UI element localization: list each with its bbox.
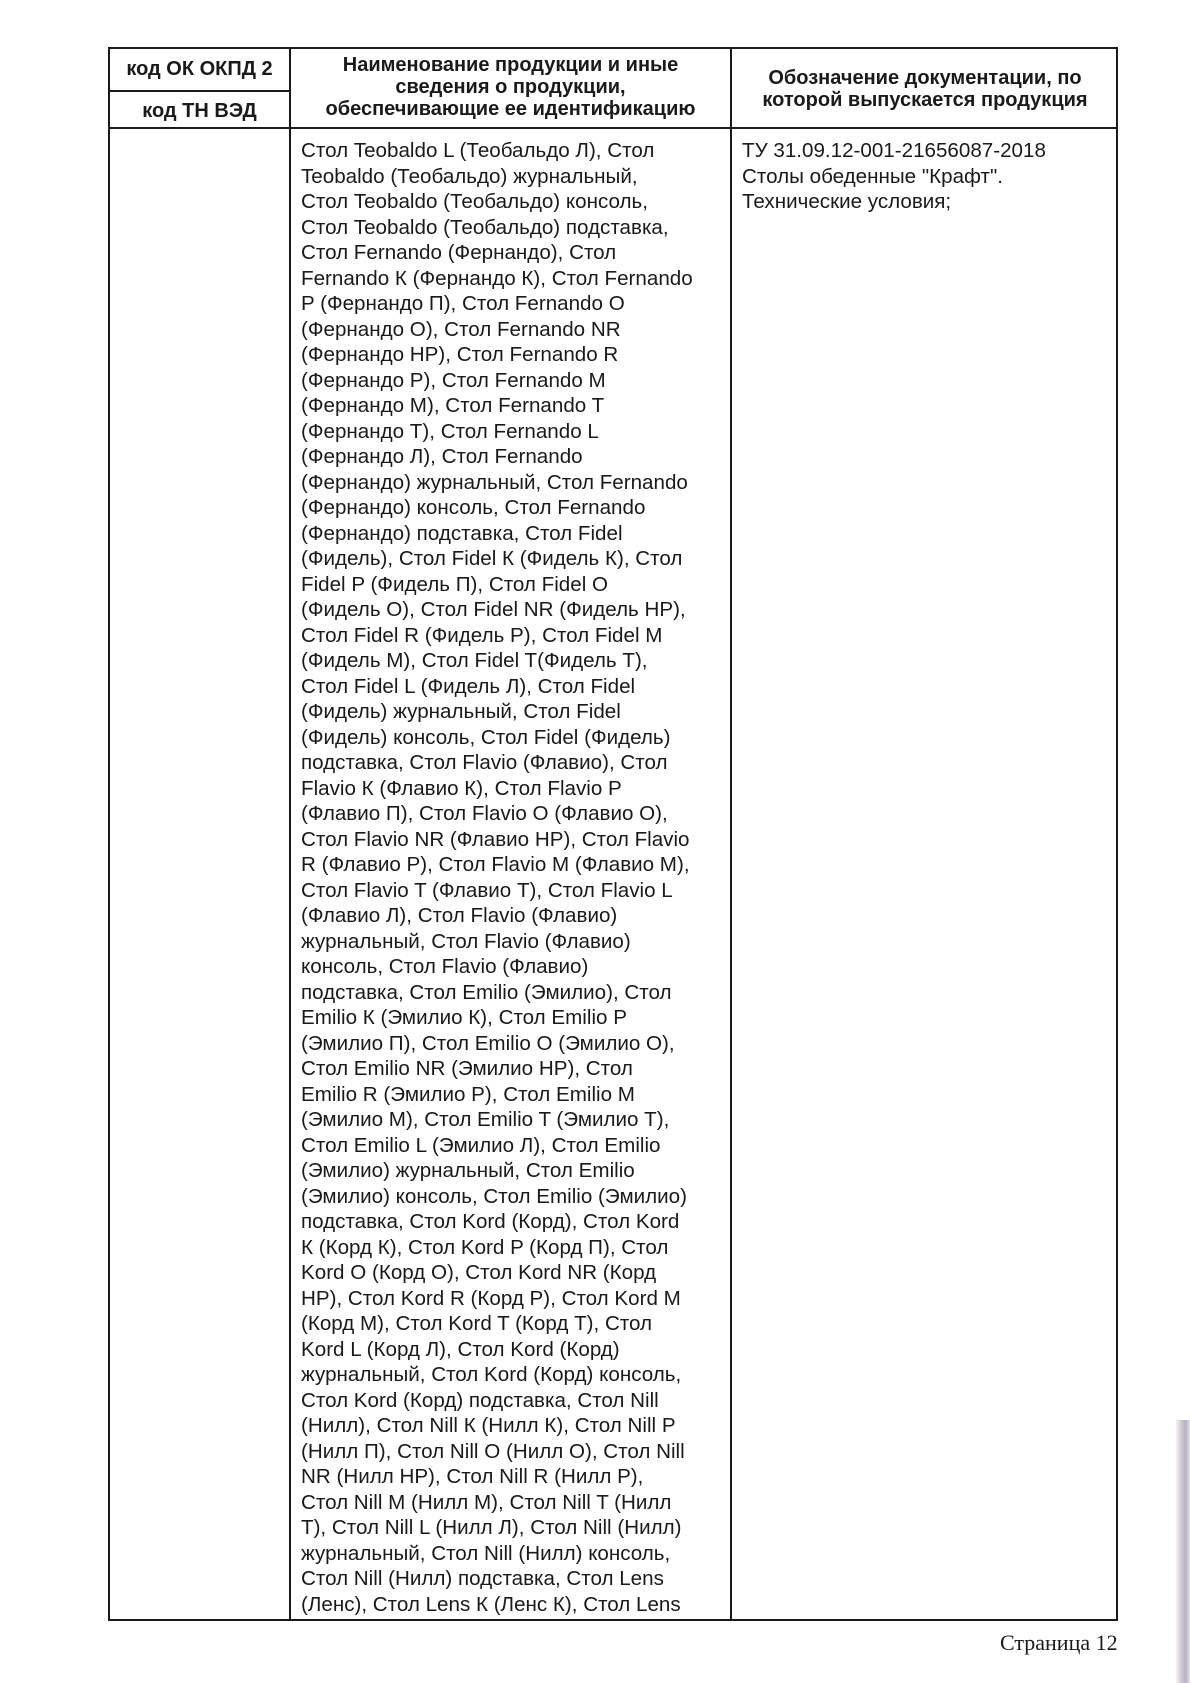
- scan-edge-artifact: [1176, 1420, 1190, 1683]
- documentation-cell: ТУ 31.09.12-001-21656087-2018 Столы обеденные "Крафт". Технические условия;: [742, 139, 1046, 213]
- header-tnved-code: код ТН ВЭД: [142, 100, 257, 122]
- header-bottom-border: [110, 127, 1116, 129]
- column-divider: [730, 49, 732, 1619]
- column-divider: [289, 49, 291, 1619]
- product-table: [108, 47, 1118, 1621]
- header-divider: [110, 90, 289, 92]
- header-documentation: Обозначение документации, по которой выпускается продукция: [762, 67, 1088, 111]
- product-name-cell: Стол Teobaldo L (Теобальдо Л), Стол Teobaldo (Теобальдо) журнальный, Стол Teobaldo (Теобальдо) консоль, Стол Teobaldo (Теобальдо) подставка, Стол Fernando (Фернандо), Стол Fernando К (Фернандо К), Стол Fernando P (Фернандо П), Стол Fernando O (Фернандо О), Стол Fernando NR (Фернандо НР), Стол Fernando R (Фернандо Р), Стол Fernando M (Фернандо М), Стол Fernando T (Фернандо Т), Стол Fernando L (Фернандо Л), Стол Fernando (Фернандо) журнальный, Стол Fernando (Фернандо) консоль, Стол Fernando (Фернандо) подставка, Стол Fidel (Фидель), Стол Fidel К (Фидель К), Стол Fidel P (Фидель П), Стол Fidel O (Фидель О), Стол Fidel NR (Фидель НР), Стол Fidel R (Фидель Р), Стол Fidel M (Фидель М), Стол Fidel T(Фидель Т), Стол Fidel L (Фидель Л), Стол Fidel (Фидель) журнальный, Стол Fidel (Фидель) консоль, Стол Fidel (Фидель) подставка, Стол Flavio (Флавио), Стол Flavio К (Флавио К), Стол Flavio P (Флавио П), Стол Flavio O (Флавио О), Стол Flavio NR (Флавио НР), Стол Flavio R (Флавио Р), Стол Flavio M (Флавио М), Стол Flavio T (Флавио Т), Стол Flavio L (Флавио Л), Стол Flavio (Флавио) журнальный, Стол Flavio (Флавио) консоль, Стол Flavio (Флавио) подставка, Стол Emilio (Эмилио), Стол Emilio К (Эмилио К), Стол Emilio P (Эмилио П), Стол Emilio O (Эмилио О), Стол Emilio NR (Эмилио НР), Стол Emilio R (Эмилио Р), Стол Emilio M (Эмилио М), Стол Emilio T (Эмилио Т), Стол Emilio L (Эмилио Л), Стол Emilio (Эмилио) журнальный, Стол Emilio (Эмилио) консоль, Стол Emilio (Эмилио) подставка, Стол Kord (Корд), Стол Kord К (Корд К), Стол Kord P (Корд П), Стол Kord O (Корд О), Стол Kord NR (Корд НР), Стол Kord R (Корд Р), Стол Kord M (Корд М), Стол Kord T (Корд Т), Стол Kord L (Корд Л), Стол Kord (Корд) журнальный, Стол Kord (Корд) консоль, Стол Kord (Корд) подставка, Стол Nill (Нилл), Стол Nill К (Нилл К), Стол Nill P (Нилл П), Стол Nill O (Нилл О), Стол Nill NR (Нилл НР), Стол Nill R (Нилл Р), Стол Nill M (Нилл М), Стол Nill T (Нилл Т), Стол Nill L (Нилл Л), Стол Nill (Нилл) журнальный, Стол Nill (Нилл) консоль, Стол Nill (Нилл) подставка, Стол Lens (Ленс), Стол Lens К (Ленс К), Стол Lens: [301, 139, 693, 1616]
- header-okpd-code: код ОК ОКПД 2: [126, 58, 273, 80]
- header-product-name: Наименование продукции и иные сведения о продукции, обеспечивающие ее идентификацию: [325, 54, 696, 120]
- page-number: Страница 12: [1000, 1630, 1118, 1655]
